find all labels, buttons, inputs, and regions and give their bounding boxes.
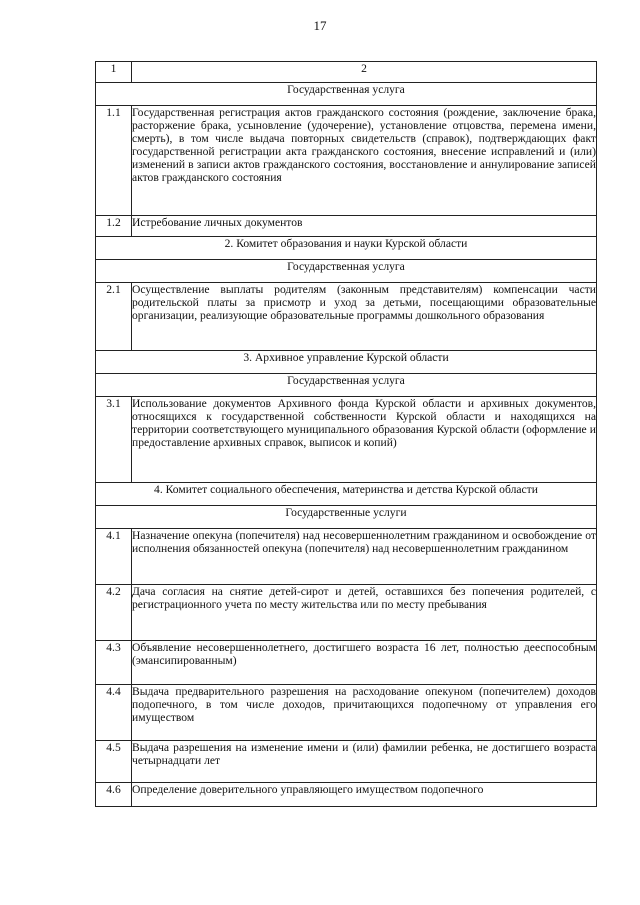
row-text: Дача согласия на снятие детей-сирот и детей, оставшихся без попечения родителей, с регистрационного учета по месту жительства или по месту пребывания (132, 585, 597, 641)
page-number: 17 (313, 18, 327, 33)
row-number: 3.1 (96, 397, 132, 483)
section-title: Государственная услуга (96, 374, 597, 397)
table-row (96, 685, 597, 741)
section-row (96, 260, 597, 283)
row-text: Объявление несовершеннолетнего, достигшего возраста 16 лет, полностью дееспособным (эмансипированным) (132, 641, 597, 685)
section-title: 2. Комитет образования и науки Курской области (96, 237, 597, 260)
section-title: 4. Комитет социального обеспечения, материнства и детства Курской области (96, 483, 597, 506)
row-number: 4.1 (96, 529, 132, 585)
row-number: 1.1 (96, 106, 132, 216)
table-row (96, 741, 597, 783)
row-number: 4.5 (96, 741, 132, 783)
table-header-row (96, 62, 597, 83)
section-row (96, 83, 597, 106)
section-row (96, 483, 597, 506)
section-title: Государственные услуги (96, 506, 597, 529)
row-number: 4.3 (96, 641, 132, 685)
table-row (96, 529, 597, 585)
table-row (96, 585, 597, 641)
row-number: 2.1 (96, 283, 132, 351)
table-row (96, 283, 597, 351)
section-row (96, 374, 597, 397)
table-row (96, 216, 597, 237)
row-text: Использование документов Архивного фонда Курской области и архивных документов, относящихся к государственной собственности Курской области и находящихся на территории соответствующего муниципального образования Курской области (оформление и предоставление архивных справок, выписок и копий) (132, 397, 597, 483)
row-text: Определение доверительного управляющего имуществом подопечного (132, 783, 597, 807)
table-row (96, 106, 597, 216)
section-row (96, 506, 597, 529)
section-title: 3. Архивное управление Курской области (96, 351, 597, 374)
row-text: Осуществление выплаты родителям (законным представителям) компенсации части родительской платы за присмотр и уход за детьми, посещающими образовательные организации, реализующие образовательные программы дошкольного образования (132, 283, 597, 351)
row-text: Выдача предварительного разрешения на расходование опекуном (попечителем) доходов подопечного, в том числе доходов, причитающихся подопечному от управления его имуществом (132, 685, 597, 741)
header-col-2: 2 (132, 62, 597, 83)
row-number: 4.4 (96, 685, 132, 741)
row-text: Выдача разрешения на изменение имени и (или) фамилии ребенка, не достигшего возраста четырнадцати лет (132, 741, 597, 783)
table-row (96, 641, 597, 685)
services-table (95, 61, 597, 807)
row-number: 4.2 (96, 585, 132, 641)
table-row (96, 783, 597, 807)
row-text: Государственная регистрация актов гражданского состояния (рождение, заключение брака, расторжение брака, усыновление (удочерение), установление отцовства, перемена имени, смерть), в том числе выдача повторных свидетельств (справок), подтверждающих факт государственной регистрации акта гражданского состояния, внесение исправлений и (или) изменений в записи актов гражданского состояния, восстановление и аннулирование записей актов гражданского состояния (132, 106, 597, 216)
section-title: Государственная услуга (96, 83, 597, 106)
row-text: Назначение опекуна (попечителя) над несовершеннолетним гражданином и освобождение от исполнения обязанностей опекуна (попечителя) над несовершеннолетним гражданином (132, 529, 597, 585)
row-number: 1.2 (96, 216, 132, 237)
section-row (96, 351, 597, 374)
header-col-1: 1 (96, 62, 132, 83)
section-row (96, 237, 597, 260)
table-row (96, 397, 597, 483)
row-text: Истребование личных документов (132, 216, 597, 237)
section-title: Государственная услуга (96, 260, 597, 283)
row-number: 4.6 (96, 783, 132, 807)
